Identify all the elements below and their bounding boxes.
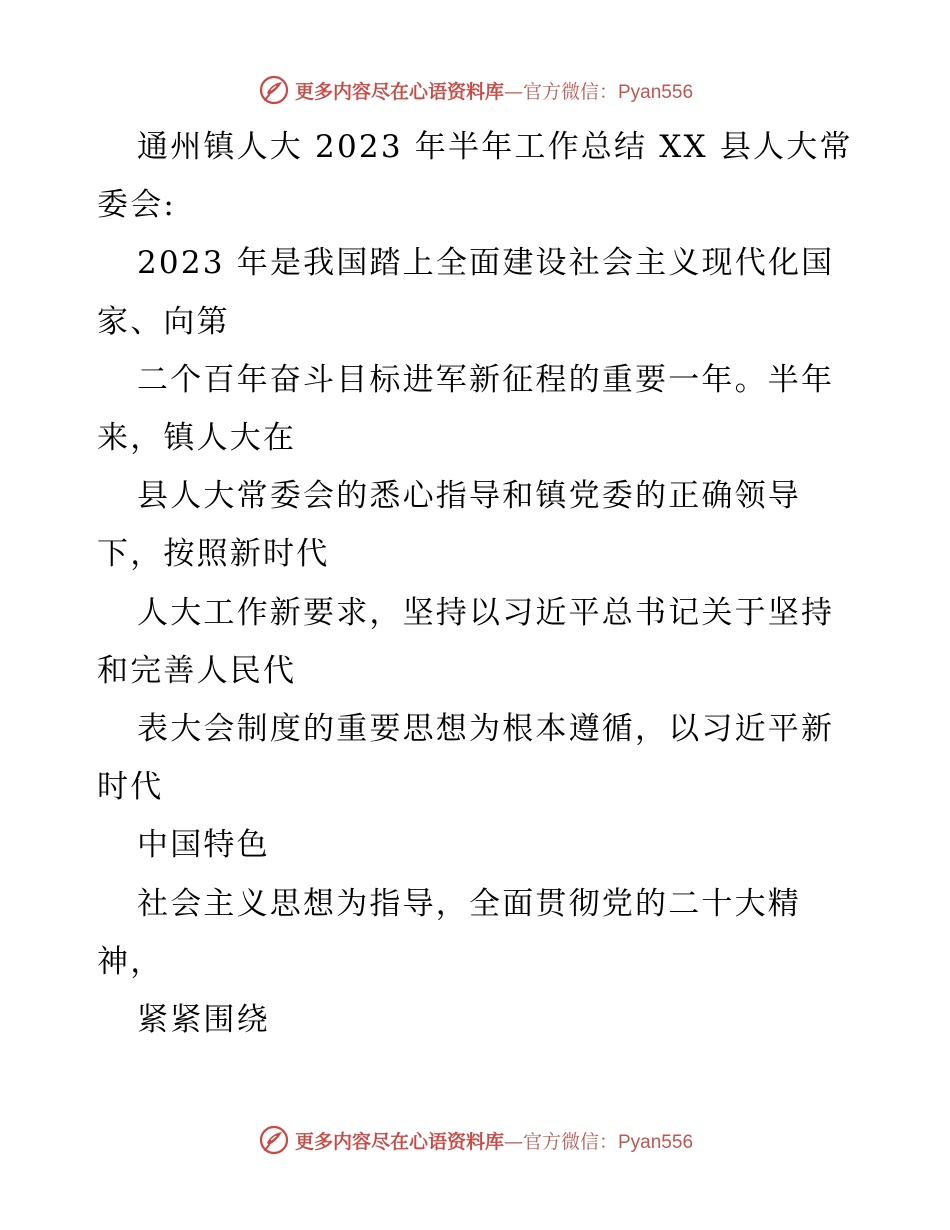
header-banner (0, 70, 950, 110)
text-line: 神， (97, 943, 164, 980)
text-line: 社会主义思想为指导，全面贯彻党的二十大精 (137, 885, 801, 922)
text-line: 委会: (97, 187, 177, 224)
text-line: 家、向第 (97, 303, 230, 340)
text-line: 二个百年奋斗目标进军新征程的重要一年。半年 (137, 361, 835, 398)
banner-text (295, 77, 693, 104)
text-line: 2023 年是我国踏上全面建设社会主义现代化国 (137, 245, 835, 282)
pen-logo-icon (257, 73, 291, 107)
banner-separator: — (503, 80, 523, 103)
banner-wechat-label: 官方微信： (522, 1130, 618, 1153)
footer-banner (0, 1120, 950, 1160)
text-line: 来，镇人大在 (97, 420, 297, 457)
banner-text (295, 1127, 693, 1154)
text-line: 下，按照新时代 (97, 536, 330, 573)
text-line: 县人大常委会的悉心指导和镇党委的正确领导 (137, 478, 801, 515)
text-line: 中国特色 (137, 827, 270, 864)
text-line: 通州镇人大 2023 年半年工作总结 XX 县人大常 (137, 129, 853, 165)
text-line: 表大会制度的重要思想为根本遵循，以习近平新 (137, 711, 835, 748)
banner-wechat-label: 官方微信： (522, 80, 618, 103)
text-line: 和完善人民代 (97, 652, 297, 689)
text-line: 紧紧围绕 (137, 1002, 270, 1039)
text-line: 人大工作新要求，坚持以习近平总书记关于坚持 (137, 594, 835, 631)
banner-wechat-id: Pyan556 (618, 1131, 694, 1153)
pen-logo-icon (257, 1123, 291, 1157)
banner-brand: 更多内容尽在心语资料库 (294, 80, 504, 103)
document-body (97, 118, 857, 1049)
text-line: 时代 (97, 769, 164, 806)
banner-separator: — (503, 1130, 523, 1153)
banner-wechat-id: Pyan556 (618, 81, 694, 103)
banner-brand: 更多内容尽在心语资料库 (294, 1130, 504, 1153)
